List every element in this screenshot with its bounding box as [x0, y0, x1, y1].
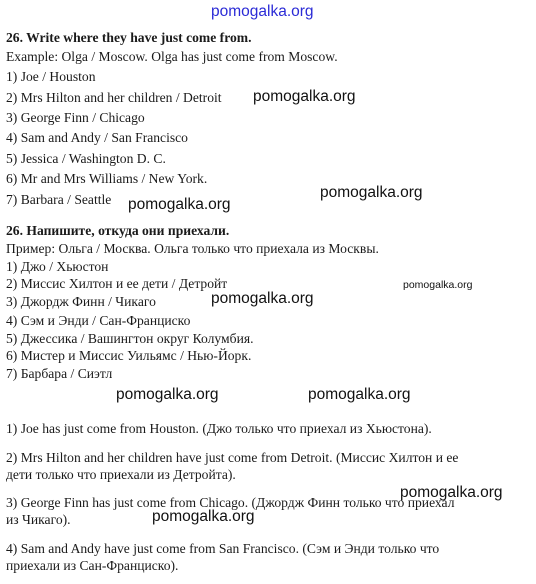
watermark: pomogalka.org: [152, 508, 255, 525]
russian-item-1: 1) Джо / Хьюстон: [6, 259, 109, 274]
watermark: pomogalka.org: [128, 196, 231, 213]
russian-item-4: 4) Сэм и Энди / Сан-Франциско: [6, 313, 191, 328]
english-item-4: 4) Sam and Andy / San Francisco: [6, 130, 188, 145]
answer-2-line-2: дети только что приехали из Детройта).: [6, 467, 236, 482]
watermark: pomogalka.org: [253, 88, 356, 105]
russian-item-5: 5) Джессика / Вашингтон округ Колумбия.: [6, 331, 254, 346]
russian-item-7: 7) Барбара / Сиэтл: [6, 366, 113, 381]
russian-item-2: 2) Миссис Хилтон и ее дети / Детройт: [6, 276, 228, 291]
russian-heading: 26. Напишите, откуда они приехали.: [6, 223, 230, 238]
watermark: pomogalka.org: [400, 484, 503, 501]
watermark: pomogalka.org: [320, 184, 423, 201]
english-item-2: 2) Mrs Hilton and her children / Detroit: [6, 90, 222, 105]
answer-4-line-1: 4) Sam and Andy have just come from San Francisco. (Сэм и Энди только что: [6, 541, 440, 556]
watermark: pomogalka.org: [403, 279, 473, 291]
watermark: pomogalka.org: [308, 386, 411, 403]
answer-3-line-1: 3) George Finn has just come from Chicago. (Джордж Финн только что приехал: [6, 495, 455, 510]
answer-1-line-1: 1) Joe has just come from Houston. (Джо только что приехал из Хьюстона).: [6, 421, 432, 436]
english-item-1: 1) Joe / Houston: [6, 69, 96, 84]
english-heading: 26. Write where they have just come from.: [6, 30, 252, 45]
answer-4-line-2: приехали из Сан-Франциско).: [6, 558, 179, 573]
english-item-7: 7) Barbara / Seattle: [6, 192, 112, 207]
english-example: Example: Olga / Moscow. Olga has just come from Moscow.: [6, 49, 338, 64]
english-item-5: 5) Jessica / Washington D. C.: [6, 151, 166, 166]
russian-item-3: 3) Джордж Финн / Чикаго: [6, 294, 156, 309]
english-item-6: 6) Mr and Mrs Williams / New York.: [6, 171, 208, 186]
watermark: pomogalka.org: [211, 290, 314, 307]
watermark: pomogalka.org: [116, 386, 219, 403]
english-item-3: 3) George Finn / Chicago: [6, 110, 145, 125]
russian-example: Пример: Ольга / Москва. Ольга только что приехала из Москвы.: [6, 241, 379, 256]
russian-item-6: 6) Мистер и Миссис Уильямс / Нью-Йорк.: [6, 348, 252, 363]
answer-3-line-2: из Чикаго).: [6, 512, 71, 527]
answer-2-line-1: 2) Mrs Hilton and her children have just come from Detroit. (Миссис Хилтон и ее: [6, 450, 459, 465]
watermark-top: pomogalka.org: [211, 3, 314, 20]
